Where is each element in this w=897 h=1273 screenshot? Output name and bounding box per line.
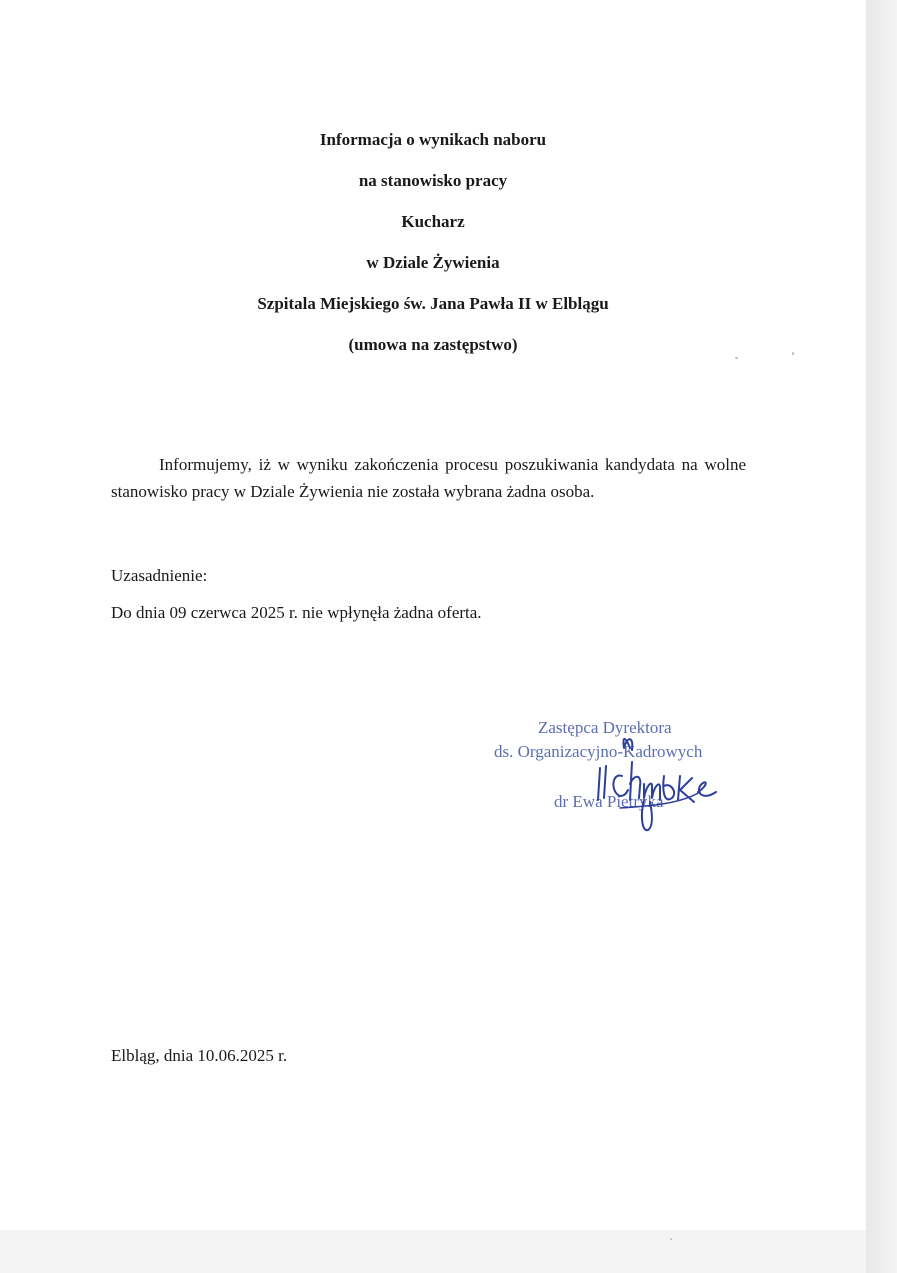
signature-stroke — [604, 766, 606, 798]
title-line-6: (umowa na zastępstwo) — [348, 335, 518, 354]
stamp-name: dr Ewa Pietryka — [554, 792, 664, 811]
main-paragraph-text: Informujemy, iż w wyniku zakończenia procesu poszukiwania kandydata na wolne stanowisko pracy w Dziale Żywienia nie została wybrana żadna osoba. — [111, 455, 746, 501]
justification-text: Do dnia 09 czerwca 2025 r. nie wpłynęła żadna oferta. — [111, 603, 482, 622]
document-title — [0, 126, 866, 372]
scan-speck — [670, 1238, 672, 1240]
main-paragraph — [111, 451, 746, 505]
justification-label: Uzasadnienie: — [111, 566, 208, 585]
title-line-5: Szpitala Miejskiego św. Jana Pawła II w Elblągu — [257, 294, 609, 313]
place-and-date: Elbląg, dnia 10.06.2025 r. — [111, 1046, 288, 1065]
signature-stroke — [644, 784, 660, 800]
signature-stroke — [642, 800, 652, 830]
signature-flourish — [623, 739, 632, 750]
signature-stroke — [598, 768, 600, 800]
stamp-department: ds. Organizacyjno-Kadrowych — [494, 742, 703, 761]
title-line-1: Informacja o wynikach naboru — [319, 130, 547, 149]
handwritten-signature — [560, 720, 720, 840]
signature-stroke — [630, 762, 640, 800]
title-line-3: Kucharz — [401, 212, 465, 231]
signature-stroke — [698, 782, 716, 796]
scan-speck — [792, 352, 794, 355]
signature-stroke — [613, 775, 628, 796]
title-line-2: na stanowisko pracy — [358, 171, 508, 190]
scan-bottom-margin — [0, 1230, 866, 1273]
signature-stroke — [663, 776, 674, 799]
scan-speck — [735, 357, 738, 359]
scan-edge — [866, 0, 897, 1273]
title-line-4: w Dziale Żywienia — [366, 253, 500, 272]
stamp-title: Zastępca Dyrektora — [538, 718, 672, 737]
